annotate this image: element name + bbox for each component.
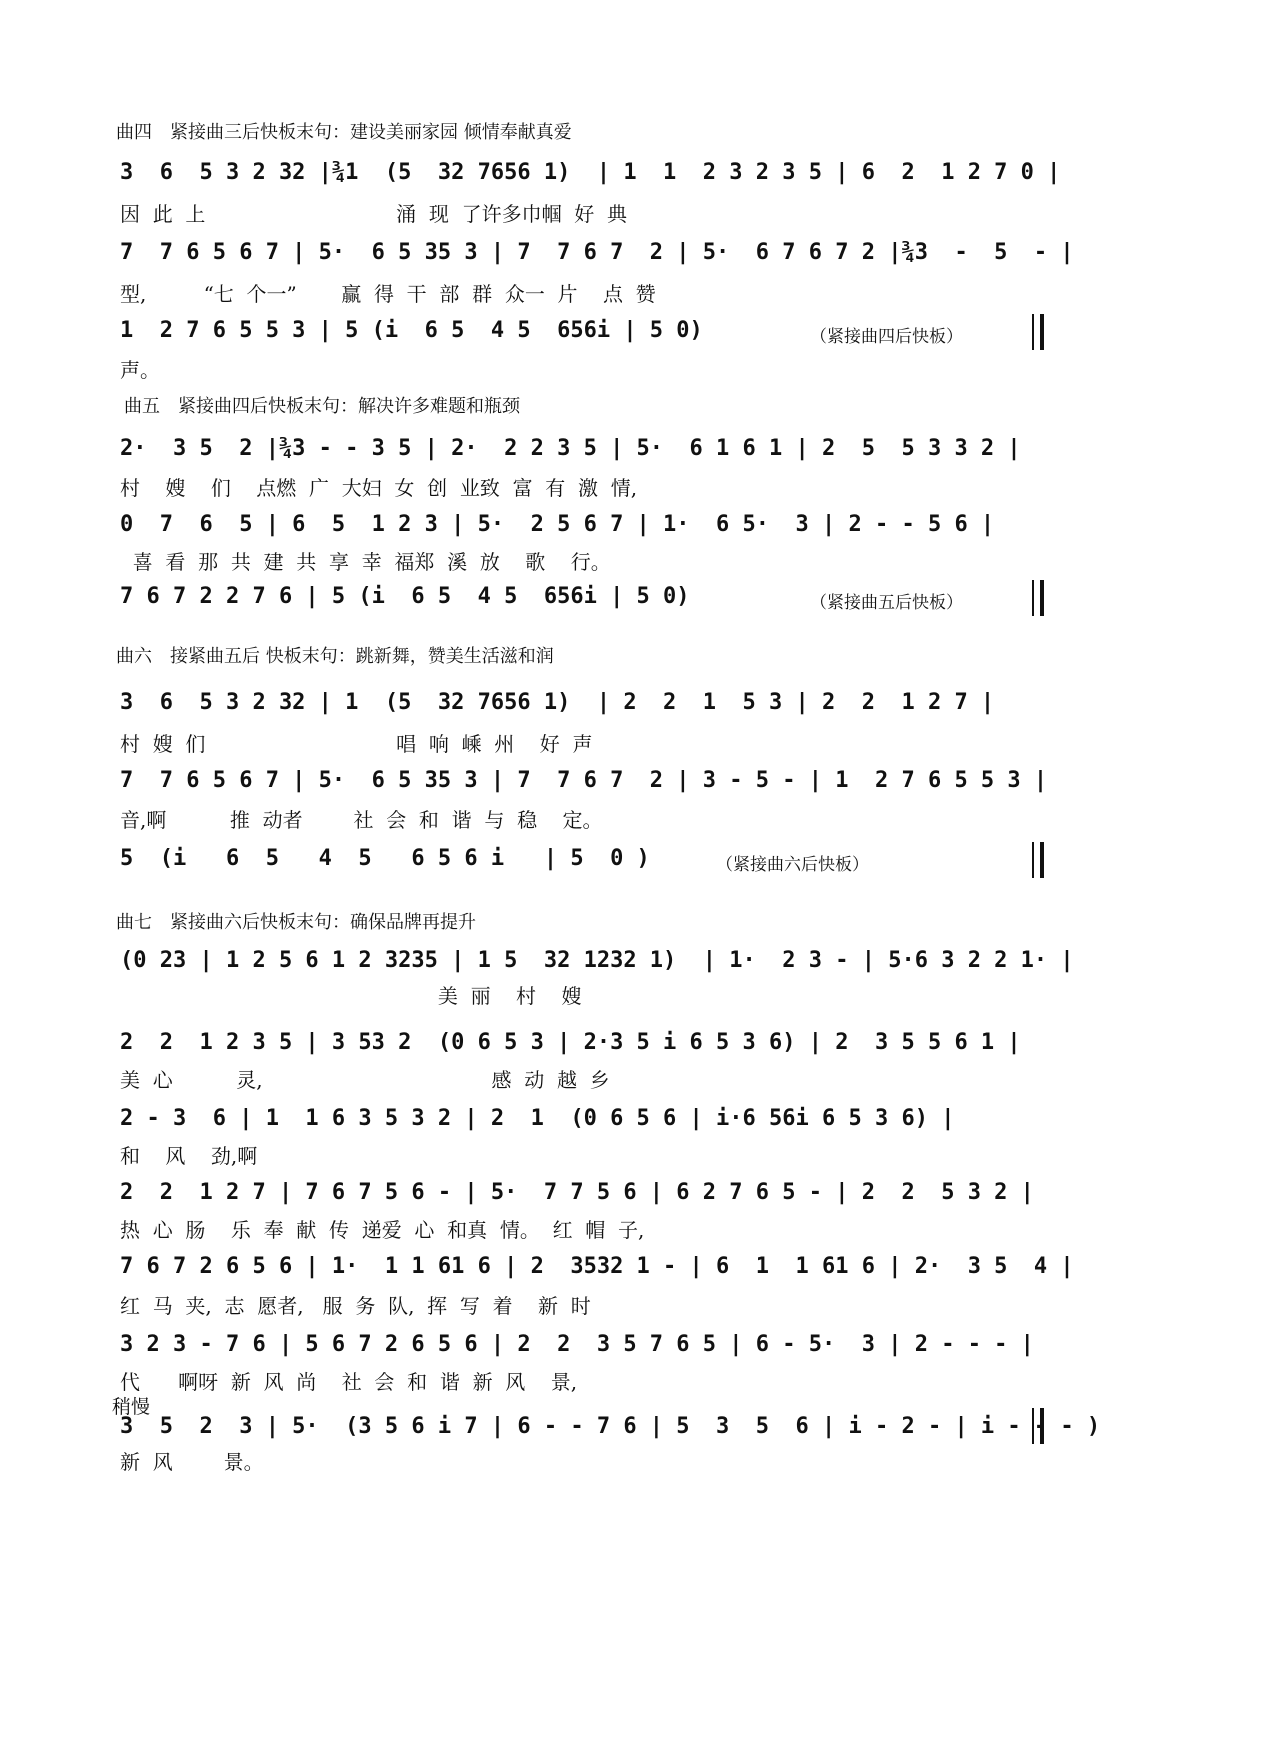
lyric-line: 声。 [120,358,160,382]
performance-note: （紧接曲四后快板） [810,327,963,347]
notation-line: 3 6 5 3 2 32 |¾1 (5 32 7656 1) | 1 1 2 3 2 3 5 | 6 2 1 2 7 0 | [120,160,1061,185]
performance-note: （紧接曲六后快板） [716,855,869,875]
tempo-mark: 稍慢 [112,1396,151,1418]
section-qu6 [116,642,1160,882]
section-qu7 [112,908,1160,1474]
notation-line: 5 (i 6 5 4 5 6 5 6 i | 5 0 ) [120,846,650,871]
lyric-line: 红 马 夹, 志 愿者, 服 务 队, 挥 写 着 新 时 [120,1294,591,1318]
double-barline [1032,580,1044,616]
notation-line: 2 2 1 2 3 5 | 3 53 2 (0 6 5 3 | 2·3 5 i 6 5 3 6) | 2 3 5 5 6 1 | [120,1030,1021,1055]
notation-line: 3 6 5 3 2 32 | 1 (5 32 7656 1) | 2 2 1 5 3 | 2 2 1 2 7 | [120,690,995,715]
lyric-line: 喜 看 那 共 建 共 享 幸 福郑 溪 放 歌 行。 [120,550,611,574]
lyric-line: 村 嫂 们 点燃 广 大妇 女 创 业致 富 有 激 情, [120,476,638,500]
notation-line: 2 2 1 2 7 | 7 6 7 5 6 - | 5· 7 7 5 6 | 6 2 7 6 5 - | 2 2 5 3 2 | [120,1180,1034,1205]
double-barline [1032,842,1044,878]
lyric-line: 因 此 上 涌 现 了许多巾帼 好 典 [120,202,628,226]
lyric-line: 音,啊 推 动者 社 会 和 谐 与 稳 定。 [120,808,603,832]
notation-line: 1 2 7 6 5 5 3 | 5 (i 6 5 4 5 656i | 5 0) [120,318,703,343]
section-heading: 曲六 接紧曲五后 快板末句：跳新舞，赞美生活滋和润 [116,646,554,667]
notation-line: 7 7 6 5 6 7 | 5· 6 5 35 3 | 7 7 6 7 2 | 5· 6 7 6 7 2 |¾3 - 5 - | [120,240,1074,265]
notation-line: 3 5 2 3 | 5· (3 5 6 i 7 | 6 - - 7 6 | 5 3 5 6 | i - 2 - | i - - - ) [120,1414,1101,1439]
notation-line: 2· 3 5 2 |¾3 - - 3 5 | 2· 2 2 3 5 | 5· 6 1 6 1 | 2 5 5 3 3 2 | [120,436,1021,461]
lyric-line: 美 心 灵, 感 动 越 乡 [120,1068,610,1092]
double-barline [1032,314,1044,350]
notation-line: 7 7 6 5 6 7 | 5· 6 5 35 3 | 7 7 6 7 2 | 3 - 5 - | 1 2 7 6 5 5 3 | [120,768,1048,793]
lyric-line: 型, “七 个一” 赢 得 干 部 群 众一 片 点 赞 [120,282,656,306]
notation-line: 3 2 3 - 7 6 | 5 6 7 2 6 5 6 | 2 2 3 5 7 6 5 | 6 - 5· 3 | 2 - - - | [120,1332,1034,1357]
section-heading: 曲四 紧接曲三后快板末句：建设美丽家园 倾情奉献真爱 [116,122,572,143]
notation-line: 7 6 7 2 6 5 6 | 1· 1 1 61 6 | 2 3532 1 - | 6 1 1 61 6 | 2· 3 5 4 | [120,1254,1074,1279]
notation-line: 7 6 7 2 2 7 6 | 5 (i 6 5 4 5 656i | 5 0) [120,584,690,609]
lyric-line: 热 心 肠 乐 奉 献 传 递爱 心 和真 情。 红 帽 子, [120,1218,645,1242]
notation-line: 0 7 6 5 | 6 5 1 2 3 | 5· 2 5 6 7 | 1· 6 5· 3 | 2 - - 5 6 | [120,512,995,537]
lyric-line: 新 风 景。 [120,1450,264,1474]
section-heading: 曲七 紧接曲六后快板末句：确保品牌再提升 [116,912,476,933]
section-heading: 曲五 紧接曲四后快板末句：解决许多难题和瓶颈 [124,396,520,417]
final-barline [1032,1408,1044,1444]
section-qu5 [120,392,1160,622]
lyric-line: 和 风 劲,啊 [120,1144,258,1168]
lyric-line: 代 啊呀 新 风 尚 社 会 和 谐 新 风 景, [120,1370,578,1394]
notation-line: (0 23 | 1 2 5 6 1 2 3235 | 1 5 32 1232 1) | 1· 2 3 - | 5·6 3 2 2 1· | [120,948,1074,973]
notation-line: 2 - 3 6 | 1 1 6 3 5 3 2 | 2 1 (0 6 5 6 | i·6 56i 6 5 3 6) | [120,1106,955,1131]
section-qu4 [116,118,1160,382]
lyric-line: 村 嫂 们 唱 响 嵊 州 好 声 [120,732,593,756]
lyric-line: 美 丽 村 嫂 [120,984,582,1008]
performance-note: （紧接曲五后快板） [810,593,963,613]
